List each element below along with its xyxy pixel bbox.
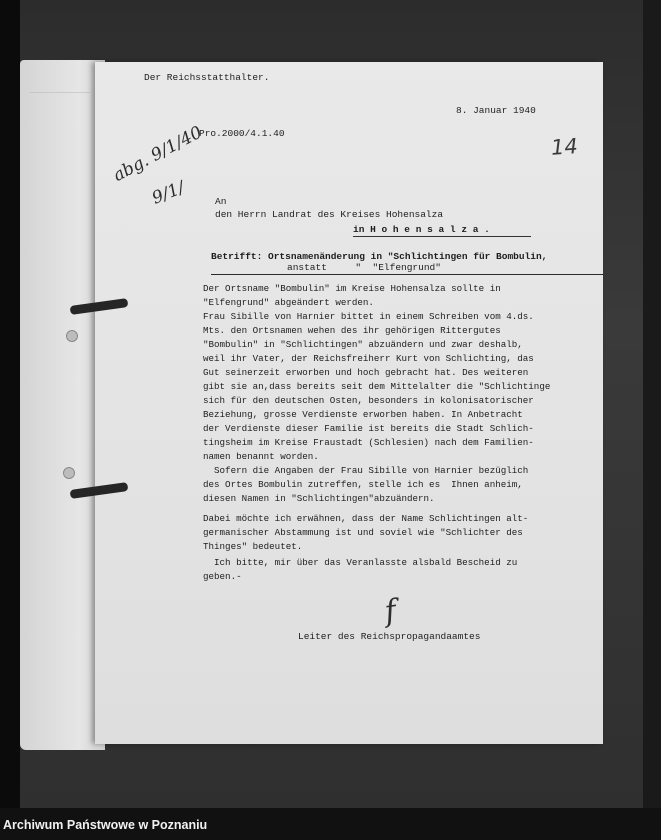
punch-hole: [63, 467, 75, 479]
body-line: Gut seinerzeit erworben und hoch gebracht hat. Des weiteren: [203, 367, 529, 378]
handwritten-margin-note-2: 9/1/: [149, 177, 188, 209]
address-line-2: den Herrn Landrat des Kreises Hohensalza: [215, 209, 444, 220]
body-line: Sofern die Angaben der Frau Sibille von Harnier bezüglich: [203, 465, 529, 476]
subject-underline: [211, 274, 603, 275]
body-line: Der Ortsname "Bombulin" im Kreise Hohensalza sollte in: [203, 283, 501, 294]
subject-line-2: anstatt " "Elfengrund": [287, 262, 441, 273]
body-line: gibt sie an,dass bereits seit dem Mittelalter die "Schlichtinge: [203, 381, 551, 392]
body-line: sich für den deutschen Osten, besonders in kolonisatorischer: [203, 395, 534, 406]
letter-page: [95, 62, 603, 744]
body-line: "Elfengrund" abgeändert werden.: [203, 297, 374, 308]
body-line: Ich bitte, mir über das Veranlasste alsbald Bescheid zu: [203, 557, 518, 568]
scan-right-edge: [643, 0, 661, 808]
body-line: geben.-: [203, 571, 242, 582]
address-line-1: An: [215, 196, 227, 207]
letter-date: 8. Januar 1940: [456, 105, 536, 116]
body-line: "Bombulin" in "Schlichtingen" abzuändern und zwar deshalb,: [203, 339, 523, 350]
underlying-page-text-trace: [30, 82, 90, 93]
handwritten-signature: f: [382, 593, 399, 630]
body-line: Thinges" bedeutet.: [203, 541, 303, 552]
folio-number: 14: [550, 134, 579, 160]
subject-line-1: Betrifft: Ortsnamenänderung in "Schlichtingen für Bombulin,: [211, 251, 548, 262]
footer-bar: [0, 808, 661, 840]
body-line: Frau Sibille von Harnier bittet in einem Schreiben vom 4.ds.: [203, 311, 534, 322]
body-line: Beziehung, grosse Verdienste erworben haben. In Anbetracht: [203, 409, 523, 420]
body-line: weil ihr Vater, der Reichsfreiherr Kurt von Schlichting, das: [203, 353, 534, 364]
body-line: des Ortes Bombulin zutreffen, stelle ich es Ihnen anheim,: [203, 479, 523, 490]
body-line: Dabei möchte ich erwähnen, dass der Name Schlichtingen alt-: [203, 513, 529, 524]
punch-hole: [66, 330, 78, 342]
scan-edge: [0, 0, 20, 808]
sender: Der Reichsstatthalter.: [144, 72, 270, 83]
address-line-3: in H o h e n s a l z a .: [353, 224, 490, 235]
body-line: diesen Namen in "Schlichtingen"abzuändern.: [203, 493, 435, 504]
body-line: namen benannt worden.: [203, 451, 319, 462]
body-line: der Verdienste dieser Familie ist bereits die Stadt Schlich-: [203, 423, 534, 434]
underlying-page: [20, 60, 105, 750]
signature-line: Leiter des Reichspropagandaamtes: [298, 631, 481, 642]
handwritten-margin-note: abg. 9/1/40: [110, 122, 206, 186]
body-line: Mts. den Ortsnamen wehen des ihr gehörigen Rittergutes: [203, 325, 501, 336]
body-line: tingsheim im Kreise Fraustadt (Schlesien) nach dem Familien-: [203, 437, 534, 448]
reference-number: Pro.2000/4.1.40: [199, 128, 285, 139]
body-line: germanischer Abstammung ist und soviel wie "Schlichter des: [203, 527, 523, 538]
archive-label: Archiwum Państwowe w Poznaniu: [3, 818, 208, 832]
address-underline: [353, 236, 531, 237]
